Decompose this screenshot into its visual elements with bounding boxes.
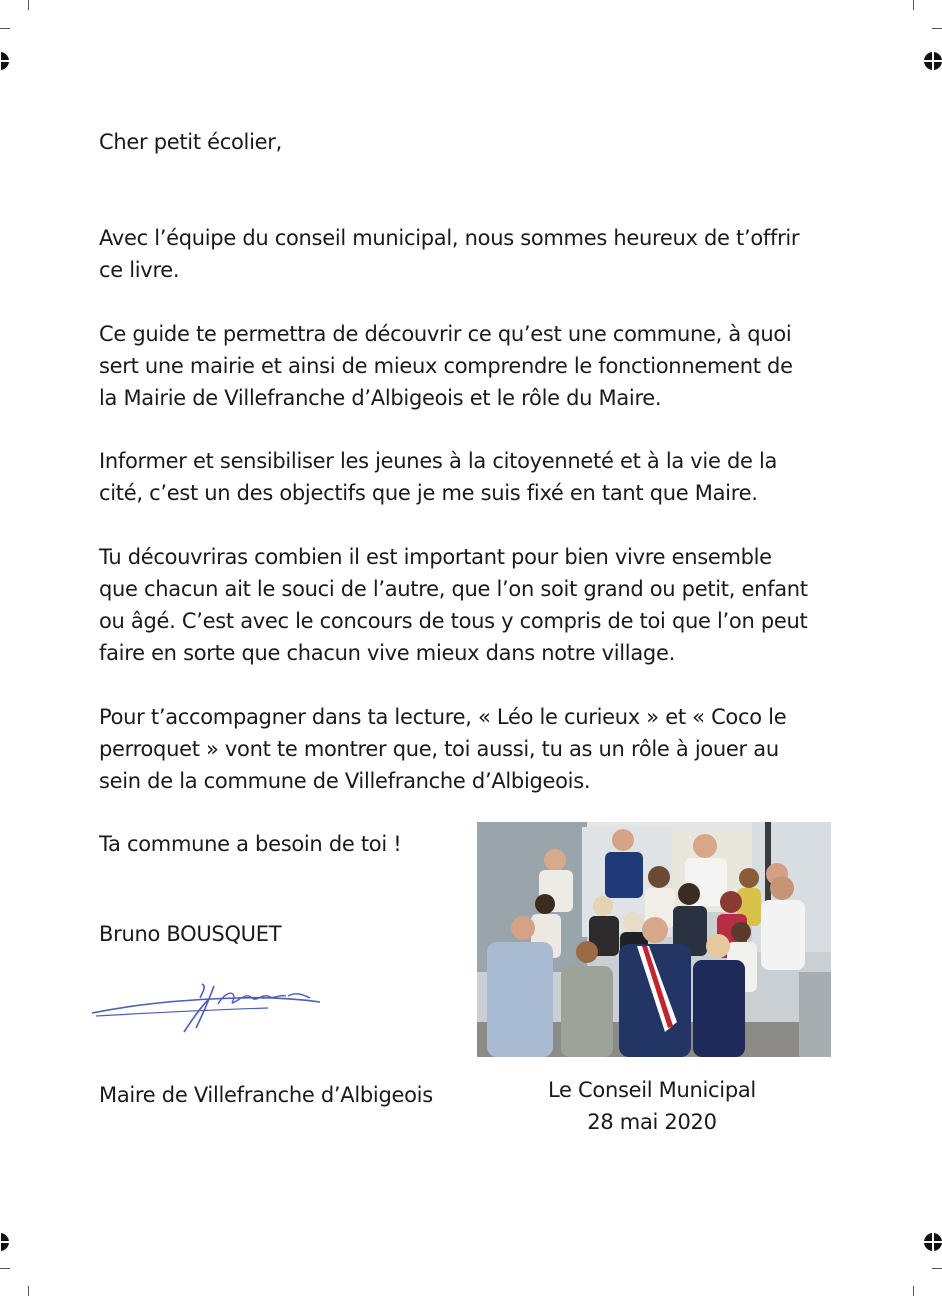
crop-mark <box>932 28 942 29</box>
registration-mark-bottom-right <box>924 1233 942 1251</box>
paragraph-line: Tu découvriras combien il est important pour bien vivre ensemble <box>99 545 772 569</box>
registration-mark-top-right <box>924 52 942 70</box>
paragraph-line: perroquet » vont te montrer que, toi aussi, tu as un rôle à jouer au <box>99 737 779 761</box>
paragraph-5 <box>99 701 839 797</box>
signatory-title: Maire de Villefranche d’Albigeois <box>99 1083 433 1107</box>
crop-mark <box>28 1286 29 1296</box>
crop-mark <box>0 28 10 29</box>
crop-mark <box>913 0 914 10</box>
paragraph-line: cité, c’est un des objectifs que je me suis fixé en tant que Maire. <box>99 481 758 505</box>
paragraph-4 <box>99 541 839 669</box>
paragraph-line: sein de la commune de Villefranche d’Albigeois. <box>99 769 591 793</box>
crop-mark <box>0 1268 10 1269</box>
handwritten-signature <box>88 980 328 1038</box>
paragraph-line: Avec l’équipe du conseil municipal, nous sommes heureux de t’offrir <box>99 226 800 250</box>
paragraph-line: que chacun ait le souci de l’autre, que l’on soit grand ou petit, enfant <box>99 577 808 601</box>
crop-mark <box>932 1268 942 1269</box>
paragraph-line: faire en sorte que chacun vive mieux dans notre village. <box>99 641 675 665</box>
greeting: Cher petit écolier, <box>99 130 282 154</box>
paragraph-line: sert une mairie et ainsi de mieux comprendre le fonctionnement de <box>99 354 793 378</box>
crop-mark <box>28 0 29 10</box>
paragraph-2 <box>99 318 839 414</box>
paragraph-3 <box>99 445 839 509</box>
registration-mark-top-left <box>0 52 9 70</box>
photo-caption-date: 28 mai 2020 <box>587 1110 717 1134</box>
crop-mark <box>913 1286 914 1296</box>
paragraph-line: la Mairie de Villefranche d’Albigeois et le rôle du Maire. <box>99 386 662 410</box>
paragraph-line: ou âgé. C’est avec le concours de tous y compris de toi que l’on peut <box>99 609 808 633</box>
council-group-photo <box>477 822 831 1057</box>
paragraph-1 <box>99 222 839 286</box>
photo-caption-title: Le Conseil Municipal <box>548 1078 756 1102</box>
closing-line: Ta commune a besoin de toi ! <box>99 832 402 856</box>
signatory-name: Bruno BOUSQUET <box>99 922 282 946</box>
paragraph-line: Informer et sensibiliser les jeunes à la citoyenneté et à la vie de la <box>99 449 778 473</box>
registration-mark-bottom-left <box>0 1233 9 1251</box>
paragraph-line: Pour t’accompagner dans ta lecture, « Léo le curieux » et « Coco le <box>99 705 787 729</box>
paragraph-line: ce livre. <box>99 258 180 282</box>
paragraph-line: Ce guide te permettra de découvrir ce qu’est une commune, à quoi <box>99 322 792 346</box>
